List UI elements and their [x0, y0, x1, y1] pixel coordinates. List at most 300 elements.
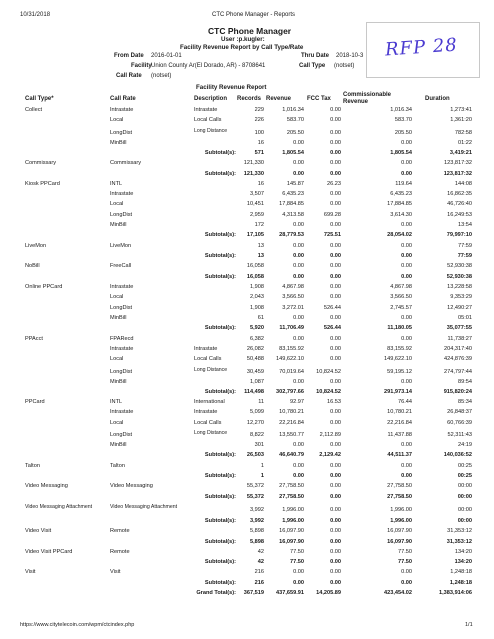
fcc-tax-cell: 2,129.42: [319, 452, 341, 459]
description-cell: Local Calls: [194, 419, 222, 426]
commissionable-cell: 3,566.50: [390, 294, 412, 301]
col-duration: Duration: [425, 96, 450, 102]
fcc-tax-cell: 0.00: [330, 462, 341, 469]
call-rate-cell: LiveMon: [110, 242, 132, 249]
records-cell: 3,992: [250, 507, 264, 514]
fcc-tax-cell: 14,205.89: [316, 590, 341, 597]
subtotal-label: Subtotal(s):: [204, 452, 236, 459]
fcc-tax-cell: 16.53: [327, 399, 341, 406]
call-rate-cell: Intrastate: [110, 284, 134, 291]
revenue-cell: 149,622.10: [276, 356, 304, 363]
revenue-cell: 4,313.58: [282, 211, 304, 218]
commissionable-cell: 0.00: [401, 462, 412, 469]
records-cell: 301: [254, 442, 264, 449]
revenue-cell: 28,779.53: [279, 232, 304, 239]
revenue-cell: 0.00: [293, 335, 304, 342]
rfp-stamp: [366, 22, 480, 78]
call-rate-cell: Local: [110, 201, 124, 208]
records-cell: 5,099: [250, 409, 264, 416]
revenue-cell: 0.00: [293, 273, 304, 280]
call-rate-cell: MinBill: [110, 315, 127, 321]
col-records: Records: [237, 96, 262, 102]
fcc-tax-cell: 0.00: [330, 201, 341, 208]
commissionable-cell: 0.00: [401, 473, 412, 479]
duration-cell: 1,248:18: [449, 579, 472, 586]
fcc-tax-cell: 0.00: [330, 483, 341, 490]
revenue-cell: 1,996.00: [282, 517, 304, 524]
revenue-cell: 27,758.50: [279, 493, 304, 500]
revenue-cell: 77.50: [290, 559, 304, 566]
records-cell: 571: [254, 149, 264, 156]
commissionable-cell: 149,622.10: [384, 356, 412, 363]
revenue-cell: 0.00: [293, 579, 304, 586]
records-cell: 1,087: [250, 378, 264, 385]
fcc-tax-cell: 0.00: [330, 117, 341, 124]
records-cell: 26,503: [246, 452, 264, 459]
fcc-tax-cell: 0.00: [330, 170, 341, 177]
section-title: Facility Revenue Report: [196, 84, 267, 91]
commissionable-cell: 17,884.85: [387, 201, 412, 208]
fcc-tax-cell: 0.00: [330, 129, 341, 136]
revenue-cell: 437,659.91: [276, 590, 304, 597]
records-cell: 5,898: [250, 528, 264, 535]
revenue-cell: 0.00: [293, 242, 304, 249]
commissionable-cell: 22,216.84: [387, 419, 412, 426]
fcc-tax-cell: 0.00: [330, 548, 341, 555]
fcc-tax-cell: 0.00: [330, 139, 341, 146]
commissionable-cell: 59,195.12: [387, 368, 412, 375]
records-cell: 121,330: [243, 170, 264, 177]
call-rate-cell: Talton: [110, 462, 125, 469]
duration-cell: 204,317:40: [444, 345, 472, 352]
call-type-value: (notset): [334, 63, 355, 69]
fcc-tax-cell: 26.23: [327, 180, 341, 187]
duration-cell: 140,036:52: [443, 452, 472, 459]
duration-cell: 00:00: [457, 493, 472, 500]
commissionable-cell: 27,758.50: [387, 493, 412, 500]
fcc-tax-cell: 0.00: [330, 315, 341, 321]
call-rate-cell: Video Messaging Attachment: [110, 503, 178, 510]
revenue-cell: 0.00: [293, 315, 304, 321]
revenue-cell: 302,797.66: [276, 388, 304, 395]
revenue-cell: 46,640.79: [279, 452, 304, 459]
duration-cell: 16,249:53: [447, 211, 472, 218]
commissionable-cell: 1,016.34: [390, 107, 412, 113]
description-cell: Local Calls: [194, 117, 222, 124]
duration-cell: 782:58: [454, 129, 472, 136]
call-rate-cell: Intrastate: [110, 345, 134, 352]
revenue-cell: 0.00: [293, 160, 304, 167]
subtotal-label: Subtotal(s):: [204, 493, 236, 500]
fcc-tax-cell: 0.00: [330, 253, 341, 260]
records-cell: 61: [257, 315, 264, 321]
call-type-cell: NoBill: [25, 263, 40, 270]
commissionable-cell: 0.00: [401, 242, 412, 249]
duration-cell: 134:20: [454, 548, 472, 555]
thru-date-label: Thru Date: [301, 53, 330, 59]
records-cell: 16: [257, 139, 264, 146]
records-cell: 2,959: [250, 211, 264, 218]
call-rate-cell: LongDist: [110, 432, 133, 439]
fcc-tax-cell: 725.51: [323, 232, 341, 239]
commissionable-cell: 0.00: [401, 335, 412, 342]
duration-cell: 24:19: [458, 442, 472, 449]
commissionable-cell: 4,867.98: [390, 284, 412, 291]
records-cell: 226: [254, 117, 264, 124]
commissionable-cell: 423,454.02: [384, 590, 412, 597]
duration-cell: 89:54: [458, 378, 472, 385]
records-cell: 10,451: [246, 201, 264, 208]
records-cell: 17,105: [246, 232, 264, 239]
records-cell: 3,507: [250, 191, 264, 198]
commissionable-cell: 0.00: [401, 273, 412, 280]
commissionable-cell: 205.50: [394, 129, 412, 136]
records-cell: 1: [260, 473, 264, 479]
fcc-tax-cell: 0.00: [330, 538, 341, 545]
call-rate-cell: Intrastate: [110, 107, 134, 113]
duration-cell: 31,353:12: [446, 538, 472, 545]
fcc-tax-cell: 0.00: [330, 442, 341, 449]
fcc-tax-cell: 0.00: [330, 345, 341, 352]
call-rate-cell: Remote: [110, 528, 130, 535]
revenue-cell: 0.00: [293, 378, 304, 385]
revenue-cell: 145.87: [286, 180, 304, 187]
revenue-cell: 11,706.49: [279, 325, 304, 332]
fcc-tax-cell: 0.00: [330, 335, 341, 342]
records-cell: 16,058: [246, 273, 264, 280]
records-cell: 55,372: [246, 483, 264, 490]
description-cell: Intrastate: [194, 409, 218, 416]
facility-value: Union County Ar(El Dorado, AR) - 8708641: [151, 63, 266, 69]
call-type-cell: Visit: [25, 569, 36, 576]
fcc-tax-cell: 0.00: [330, 473, 341, 479]
col-call-rate: Call Rate: [110, 96, 136, 102]
call-rate-cell: MinBill: [110, 222, 127, 229]
call-type-cell: Video Messaging Attachment: [25, 503, 93, 510]
duration-cell: 1,273:41: [450, 107, 472, 113]
fcc-tax-cell: 526.44: [323, 325, 341, 332]
commissionable-cell: 76.44: [398, 399, 412, 406]
col-call-type: Call Type*: [25, 96, 54, 102]
page-number: 1/1: [465, 622, 473, 628]
call-rate-cell: LongDist: [110, 368, 133, 375]
call-type-cell: Kiosk PPCard: [25, 180, 60, 187]
call-rate-cell: Intrastate: [110, 191, 134, 198]
from-date-label: From Date: [114, 53, 144, 59]
duration-cell: 52,930:38: [447, 263, 472, 270]
commissionable-cell: 1,996.00: [390, 507, 412, 514]
commissionable-cell: 11,180.05: [387, 325, 412, 332]
records-cell: 11: [258, 399, 264, 406]
fcc-tax-cell: 0.00: [330, 517, 341, 524]
subtotal-label: Subtotal(s):: [204, 517, 236, 524]
revenue-cell: 0.00: [293, 569, 304, 576]
revenue-cell: 16,097.90: [279, 528, 304, 535]
subtotal-label: Subtotal(s):: [204, 232, 236, 239]
call-rate-cell: FPARecd: [110, 335, 134, 342]
fcc-tax-cell: 0.00: [330, 242, 341, 249]
duration-cell: 05:01: [458, 315, 472, 321]
call-rate-cell: Video Messaging: [110, 483, 153, 490]
description-cell: Long Distance: [194, 127, 228, 134]
revenue-cell: 92.97: [290, 399, 304, 406]
call-type-cell: PPAcct: [25, 335, 43, 342]
records-cell: 100: [254, 129, 264, 136]
duration-cell: 00:25: [458, 462, 472, 469]
call-rate-cell: Local: [110, 419, 124, 426]
description-cell: International: [194, 399, 225, 406]
call-rate-cell: LongDist: [110, 304, 133, 311]
fcc-tax-cell: 0.00: [330, 569, 341, 576]
col-fcc-tax: FCC Tax: [307, 96, 331, 102]
commissionable-cell: 0.00: [401, 253, 412, 260]
call-rate-cell: MinBill: [110, 442, 127, 449]
duration-cell: 13,228:58: [447, 284, 472, 291]
duration-cell: 01:22: [458, 139, 472, 146]
fcc-tax-cell: 0.00: [330, 294, 341, 301]
revenue-cell: 1,016.34: [282, 107, 304, 113]
commissionable-cell: 0.00: [401, 263, 412, 270]
commissionable-cell: 0.00: [401, 222, 412, 229]
call-rate-cell: MinBill: [110, 378, 127, 385]
fcc-tax-cell: 0.00: [330, 559, 341, 566]
fcc-tax-cell: 0.00: [330, 356, 341, 363]
records-cell: 114,498: [244, 388, 264, 395]
fcc-tax-cell: 0.00: [330, 493, 341, 500]
records-cell: 50,488: [246, 356, 264, 363]
records-cell: 121,330: [243, 160, 264, 167]
duration-cell: 00:00: [457, 517, 472, 524]
records-cell: 1: [260, 462, 264, 469]
subtotal-label: Subtotal(s):: [204, 170, 236, 177]
duration-cell: 1,383,914:06: [439, 590, 472, 597]
duration-cell: 1,361:20: [450, 117, 472, 124]
subtotal-label: Subtotal(s):: [204, 325, 236, 332]
commissionable-cell: 0.00: [401, 442, 412, 449]
fcc-tax-cell: 0.00: [330, 419, 341, 426]
revenue-cell: 0.00: [293, 170, 304, 177]
records-cell: 6,382: [250, 335, 264, 342]
footer-url: https://www.citytelecoin.com/wpm/ctcindex.php: [20, 622, 135, 628]
records-cell: 5,920: [250, 325, 264, 332]
duration-cell: 11,738:27: [447, 335, 472, 342]
duration-cell: 424,876:39: [444, 356, 472, 363]
duration-cell: 274,797:44: [444, 368, 472, 375]
fcc-tax-cell: 10,824.52: [316, 388, 341, 395]
call-type-cell: Commissary: [25, 160, 57, 167]
call-rate-cell: Visit: [110, 569, 121, 576]
records-cell: 12,270: [246, 419, 264, 426]
duration-cell: 123,817:32: [444, 160, 472, 167]
fcc-tax-cell: 0.00: [330, 579, 341, 586]
call-type-cell: LiveMon: [25, 242, 47, 249]
commissionable-cell: 6,435.23: [390, 191, 412, 198]
revenue-cell: 17,884.85: [279, 201, 304, 208]
commissionable-cell: 2,745.57: [390, 304, 412, 311]
revenue-cell: 0.00: [293, 442, 304, 449]
revenue-cell: 0.00: [293, 253, 304, 260]
description-cell: Long Distance: [194, 430, 228, 437]
duration-cell: 12,490:27: [447, 304, 472, 311]
commissionable-cell: 1,996.00: [390, 517, 412, 524]
description-cell: Local Calls: [194, 356, 222, 363]
call-rate-cell: FreeCall: [110, 263, 132, 270]
call-rate-cell: Local: [110, 356, 124, 363]
duration-cell: 00:00: [458, 507, 472, 514]
revenue-cell: 0.00: [293, 462, 304, 469]
duration-cell: 123,817:32: [443, 170, 472, 177]
revenue-cell: 6,435.23: [282, 191, 304, 198]
revenue-cell: 27,758.50: [279, 483, 304, 490]
fcc-tax-cell: 0.00: [330, 222, 341, 229]
commissionable-cell: 0.00: [401, 139, 412, 146]
duration-cell: 31,353:12: [447, 528, 472, 535]
commissionable-cell: 0.00: [401, 378, 412, 385]
call-type-cell: Video Messaging: [25, 483, 68, 490]
commissionable-cell: 28,054.02: [387, 232, 412, 239]
call-type-cell: Talton: [25, 462, 40, 469]
records-cell: 216: [254, 579, 264, 586]
duration-cell: 85:34: [458, 399, 472, 406]
revenue-cell: 16,097.90: [279, 538, 304, 545]
duration-cell: 13:54: [458, 222, 472, 229]
duration-cell: 77:59: [457, 253, 472, 260]
commissionable-cell: 83,155.92: [387, 345, 412, 352]
subtotal-label: Subtotal(s):: [204, 579, 236, 586]
revenue-cell: 583.70: [286, 117, 304, 124]
fcc-tax-cell: 0.00: [330, 409, 341, 416]
subtotal-label: Subtotal(s):: [204, 473, 236, 479]
revenue-cell: 0.00: [293, 139, 304, 146]
records-cell: 26,082: [246, 345, 264, 352]
description-cell: Intrastate: [194, 345, 218, 352]
duration-cell: 134:20: [454, 559, 472, 566]
revenue-cell: 205.50: [286, 129, 304, 136]
fcc-tax-cell: 0.00: [330, 191, 341, 198]
call-rate-cell: Local: [110, 117, 124, 124]
commissionable-cell: 0.00: [401, 160, 412, 167]
revenue-cell: 1,996.00: [282, 507, 304, 514]
call-type-cell: Collect: [25, 107, 43, 113]
subtotal-label: Subtotal(s):: [204, 559, 236, 566]
report-title: CTC Phone Manager: [208, 26, 292, 36]
fcc-tax-cell: 699.28: [323, 211, 341, 218]
revenue-cell: 0.00: [293, 263, 304, 270]
revenue-cell: 83,155.92: [279, 345, 304, 352]
call-rate-cell: Commissary: [110, 160, 142, 167]
records-cell: 55,372: [246, 493, 264, 500]
print-date: 10/31/2018: [20, 12, 51, 18]
commissionable-cell: 0.00: [401, 315, 412, 321]
commissionable-cell: 27,758.50: [387, 483, 412, 490]
duration-cell: 79,997:10: [446, 232, 472, 239]
subtotal-label: Subtotal(s):: [204, 253, 236, 260]
duration-cell: 46,726:40: [447, 201, 472, 208]
commissionable-cell: 77.50: [398, 548, 412, 555]
report-user: User :p.kugler:: [221, 36, 265, 43]
duration-cell: 77:59: [458, 242, 472, 249]
duration-cell: 9,353:29: [450, 294, 472, 301]
revenue-cell: 4,867.98: [282, 284, 304, 291]
duration-cell: 26,848:37: [447, 409, 472, 416]
fcc-tax-cell: 0.00: [330, 378, 341, 385]
fcc-tax-cell: 2,112.89: [319, 432, 341, 439]
commissionable-cell: 583.70: [394, 117, 412, 124]
fcc-tax-cell: 0.00: [330, 528, 341, 535]
description-cell: Intrastate: [194, 107, 218, 113]
commissionable-cell: 44,511.37: [387, 452, 412, 459]
records-cell: 16: [257, 180, 264, 187]
commissionable-cell: 0.00: [401, 170, 412, 177]
records-cell: 30,459: [246, 368, 264, 375]
commissionable-cell: 291,973.14: [384, 388, 412, 395]
duration-cell: 35,077:55: [446, 325, 472, 332]
call-rate-cell: Intrastate: [110, 409, 134, 416]
report-subtitle: Facility Revenue Report by Call Type/Rate: [180, 44, 304, 51]
call-rate-cell: INTL: [110, 180, 123, 187]
commissionable-cell: 3,614.30: [390, 211, 412, 218]
duration-cell: 60,766:39: [447, 419, 472, 426]
thru-date-value: 2018-10-3: [336, 53, 364, 59]
call-rate-cell: LongDist: [110, 129, 133, 136]
commissionable-cell: 11,437.88: [387, 432, 412, 439]
from-date-value: 2016-01-01: [151, 53, 182, 59]
revenue-cell: 3,272.01: [282, 304, 304, 311]
subtotal-label: Subtotal(s):: [204, 388, 236, 395]
commissionable-cell: 1,805.54: [390, 149, 412, 156]
records-cell: 3,992: [250, 517, 264, 524]
commissionable-cell: 0.00: [401, 569, 412, 576]
revenue-cell: 10,780.21: [279, 409, 304, 416]
call-type-label: Call Type: [299, 63, 326, 69]
col-commissionable: Commissionable Revenue: [343, 92, 392, 105]
call-rate-label: Call Rate: [116, 73, 142, 79]
call-rate-cell: MinBill: [110, 139, 127, 146]
duration-cell: 00:25: [457, 473, 472, 479]
duration-cell: 1,248:18: [450, 569, 472, 576]
duration-cell: 915,820:24: [443, 388, 472, 395]
records-cell: 172: [254, 222, 264, 229]
subtotal-label: Subtotal(s):: [204, 149, 236, 156]
fcc-tax-cell: 0.00: [330, 107, 341, 113]
records-cell: 5,898: [250, 538, 264, 545]
call-rate-cell: Local: [110, 294, 124, 301]
revenue-cell: 70,019.64: [279, 368, 304, 375]
records-cell: 216: [254, 569, 264, 576]
browser-title: CTC Phone Manager - Reports: [212, 12, 296, 18]
subtotal-label: Subtotal(s):: [204, 538, 236, 545]
fcc-tax-cell: 526.44: [323, 304, 341, 311]
commissionable-cell: 16,097.90: [387, 538, 412, 545]
revenue-cell: 77.50: [290, 548, 304, 555]
revenue-cell: 13,550.77: [279, 432, 304, 439]
records-cell: 1,908: [250, 304, 264, 311]
records-cell: 1,908: [250, 284, 264, 291]
call-type-cell: Online PPCard: [25, 284, 63, 291]
duration-cell: 52,311:43: [447, 432, 472, 439]
records-cell: 16,058: [246, 263, 264, 270]
duration-cell: 00:00: [458, 483, 472, 490]
duration-cell: 144:08: [454, 180, 472, 187]
col-description: Description: [194, 96, 228, 102]
fcc-tax-cell: 0.00: [330, 273, 341, 280]
records-cell: 42: [257, 559, 264, 566]
col-revenue: Revenue: [266, 96, 292, 102]
revenue-cell: 0.00: [293, 473, 304, 479]
call-rate-cell: Remote: [110, 548, 130, 555]
revenue-cell: 22,216.84: [279, 419, 304, 426]
call-type-cell: Video Visit PPCard: [25, 548, 73, 555]
